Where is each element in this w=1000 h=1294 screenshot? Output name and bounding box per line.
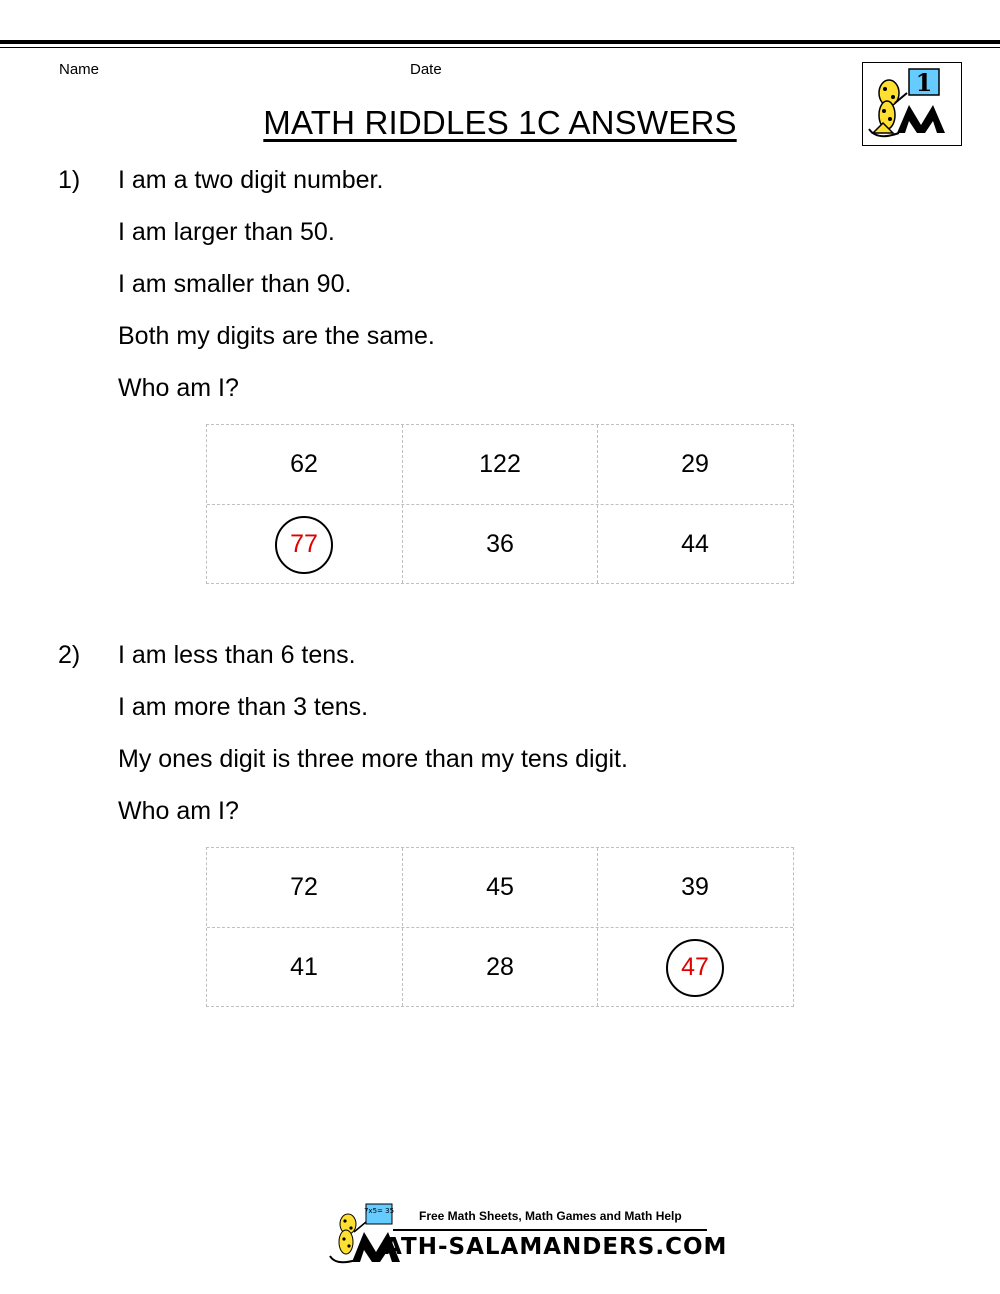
riddle-2-option: 28	[486, 953, 514, 981]
header-rule	[0, 40, 1000, 44]
riddle-1-option: 62	[290, 450, 318, 478]
riddle-2-line-1: I am less than 6 tens.	[118, 641, 356, 669]
date-label: Date	[410, 61, 442, 78]
riddle-1-line-5: Who am I?	[118, 374, 239, 402]
riddle-2-option: 41	[290, 953, 318, 981]
footer-tagline: Free Math Sheets, Math Games and Math Help	[419, 1209, 682, 1223]
footer-rule	[393, 1229, 707, 1231]
riddle-2-line-4: Who am I?	[118, 797, 239, 825]
riddle-1-answer: 77	[290, 530, 318, 558]
header-rule-thin	[0, 47, 1000, 48]
riddle-1-option: 44	[681, 530, 709, 558]
footer-site-name: ATH-SALAMANDERS.COM	[384, 1234, 728, 1260]
grade-number: 1	[915, 68, 933, 97]
riddle-2-answer: 47	[681, 953, 709, 981]
page-title: MATH RIDDLES 1C ANSWERS	[263, 104, 737, 141]
riddle-2-option: 45	[486, 873, 514, 901]
riddle-1-line-2: I am larger than 50.	[118, 218, 335, 246]
riddle-2-number: 2)	[58, 641, 81, 669]
footer-logo-box-text: 7x5= 35	[363, 1207, 395, 1215]
riddle-1-options-grid	[206, 424, 794, 584]
riddle-2-line-2: I am more than 3 tens.	[118, 693, 369, 721]
riddle-2-options-grid	[206, 847, 794, 1007]
riddle-1-option: 122	[479, 450, 521, 478]
riddle-2-answer-option	[598, 928, 792, 1007]
riddle-1-answer-option	[207, 505, 401, 584]
riddle-2-option: 39	[681, 873, 709, 901]
riddle-1-option: 29	[681, 450, 709, 478]
name-label: Name	[59, 61, 100, 78]
riddle-1-line-3: I am smaller than 90.	[118, 270, 352, 298]
riddle-1-line-1: I am a two digit number.	[118, 166, 384, 194]
riddle-1-option: 36	[486, 530, 514, 558]
riddle-2-line-3: My ones digit is three more than my tens digit.	[118, 745, 628, 773]
riddle-1-line-4: Both my digits are the same.	[118, 322, 435, 350]
riddle-1-number: 1)	[58, 166, 81, 194]
riddle-2-option: 72	[290, 873, 318, 901]
